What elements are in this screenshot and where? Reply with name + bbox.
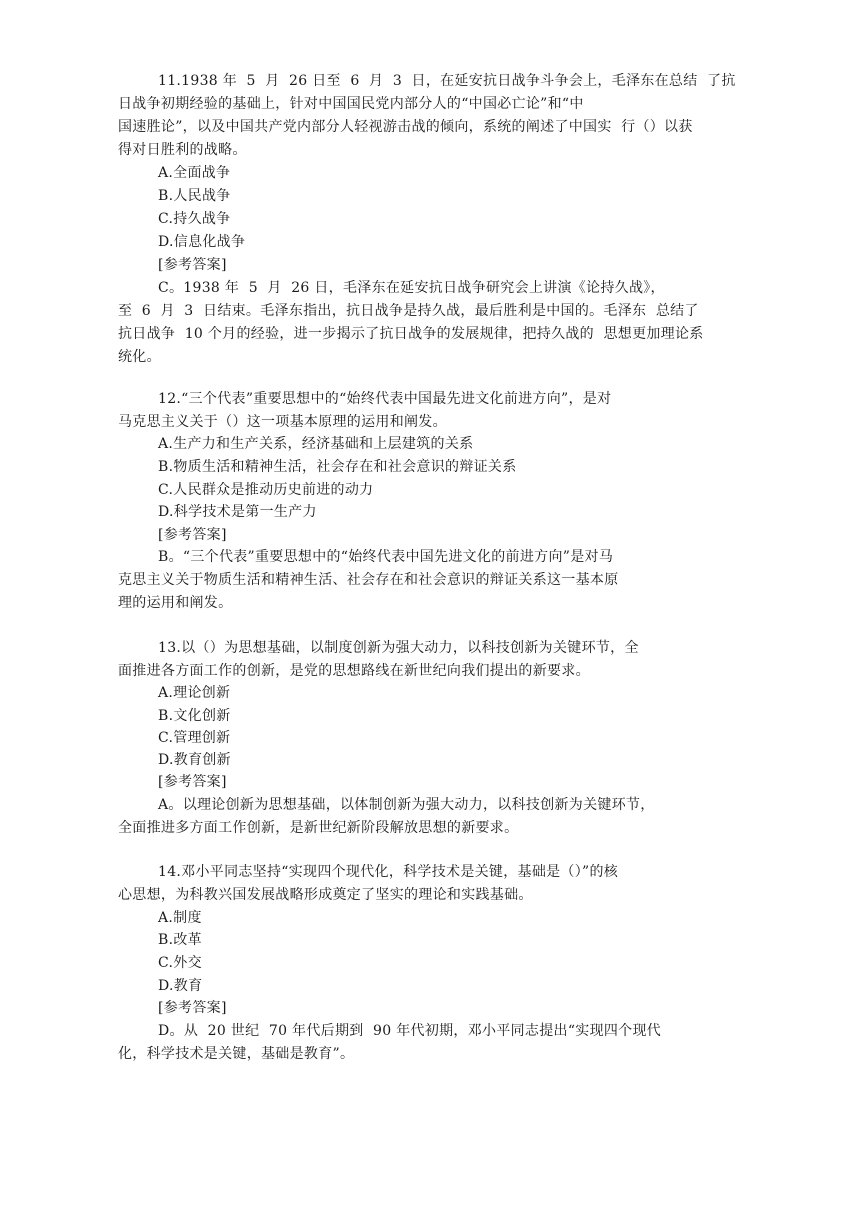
option-a: A.全面战争: [158, 165, 231, 181]
answer-line: D。从 20 世纪 70 年代后期到 90 年代初期，邓小平同志提出“实现四个现代: [158, 1023, 662, 1039]
answer-line: 抗日战争 10 个月的经验，进一步揭示了抗日战争的发展规律，把持久战的 思想更加理论系: [118, 326, 704, 342]
question-stem-line: 国速胜论”，以及中国共产党内部分人轻视游击战的倾向，系统的阐述了中国实 行（）以获: [118, 119, 693, 135]
answer-label: [参考答案]: [158, 774, 227, 790]
answer-line: C。1938 年 5 月 26 日，毛泽东在延安抗日战争研究会上讲演《论持久战》，: [158, 280, 665, 296]
answer-label: [参考答案]: [158, 527, 227, 543]
question-stem-line: 得对日胜利的战略。: [118, 142, 247, 158]
option-c: C.外交: [158, 955, 202, 971]
question-stem-line: 14.邓小平同志坚持“实现四个现代化，科学技术是关键，基础是（）”的核: [158, 864, 619, 880]
option-d: D.科学技术是第一生产力: [158, 504, 317, 520]
option-d: D.教育: [158, 978, 203, 994]
answer-line: 理的运用和阐发。: [118, 595, 233, 611]
option-b: B.文化创新: [158, 708, 231, 724]
option-a: A.制度: [158, 910, 202, 926]
answer-line: A。以理论创新为思想基础，以体制创新为强大动力，以科技创新为关键环节，: [158, 797, 655, 813]
option-b: B.物质生活和精神生活，社会存在和社会意识的辩证关系: [158, 459, 517, 475]
option-c: C.人民群众是推动历史前进的动力: [158, 482, 374, 498]
option-a: A.理论创新: [158, 685, 231, 701]
option-c: C.管理创新: [158, 730, 231, 746]
option-c: C.持久战争: [158, 211, 231, 227]
answer-line: 至 6 月 3 日结束。毛泽东指出，抗日战争是持久战，最后胜利是中国的。毛泽东 总结了: [118, 303, 699, 319]
option-d: D.教育创新: [158, 752, 231, 768]
option-d: D.信息化战争: [158, 234, 246, 250]
option-b: B.人民战争: [158, 188, 231, 204]
question-stem-line: 马克思主义关于（）这一项基本原理的运用和阐发。: [118, 414, 447, 430]
question-stem-line: 心思想，为科教兴国发展战略形成奠定了坚实的理论和实践基础。: [118, 887, 533, 903]
answer-line: 全面推进多方面工作创新，是新世纪新阶段解放思想的新要求。: [118, 820, 519, 836]
answer-line: 克思主义关于物质生活和精神生活、社会存在和社会意识的辩证关系这一基本原: [118, 572, 619, 588]
answer-line: B。“三个代表”重要思想中的“始终代表中国先进文化的前进方向”是对马: [158, 549, 614, 565]
question-stem-line: 面推进各方面工作的创新，是党的思想路线在新世纪向我们提出的新要求。: [118, 663, 590, 679]
question-stem-line: 13.以（）为思想基础，以制度创新为强大动力，以科技创新为关键环节，全: [158, 640, 639, 656]
question-stem-line: 日战争初期经验的基础上，针对中国国民党内部分人的“中国必亡论”和“中: [118, 96, 584, 112]
question-stem-line: 11.1938 年 5 月 26 日至 6 月 3 日，在延安抗日战争斗争会上，毛泽东在总结 了抗: [158, 73, 736, 89]
option-a: A.生产力和生产关系，经济基础和上层建筑的关系: [158, 436, 474, 452]
answer-line: 统化。: [118, 349, 161, 365]
answer-label: [参考答案]: [158, 1000, 227, 1016]
answer-line: 化，科学技术是关键，基础是教育”。: [118, 1046, 355, 1062]
option-b: B.改革: [158, 932, 202, 948]
answer-label: [参考答案]: [158, 257, 227, 273]
question-stem-line: 12.“三个代表”重要思想中的“始终代表中国最先进文化前进方向”，是对: [158, 391, 612, 407]
